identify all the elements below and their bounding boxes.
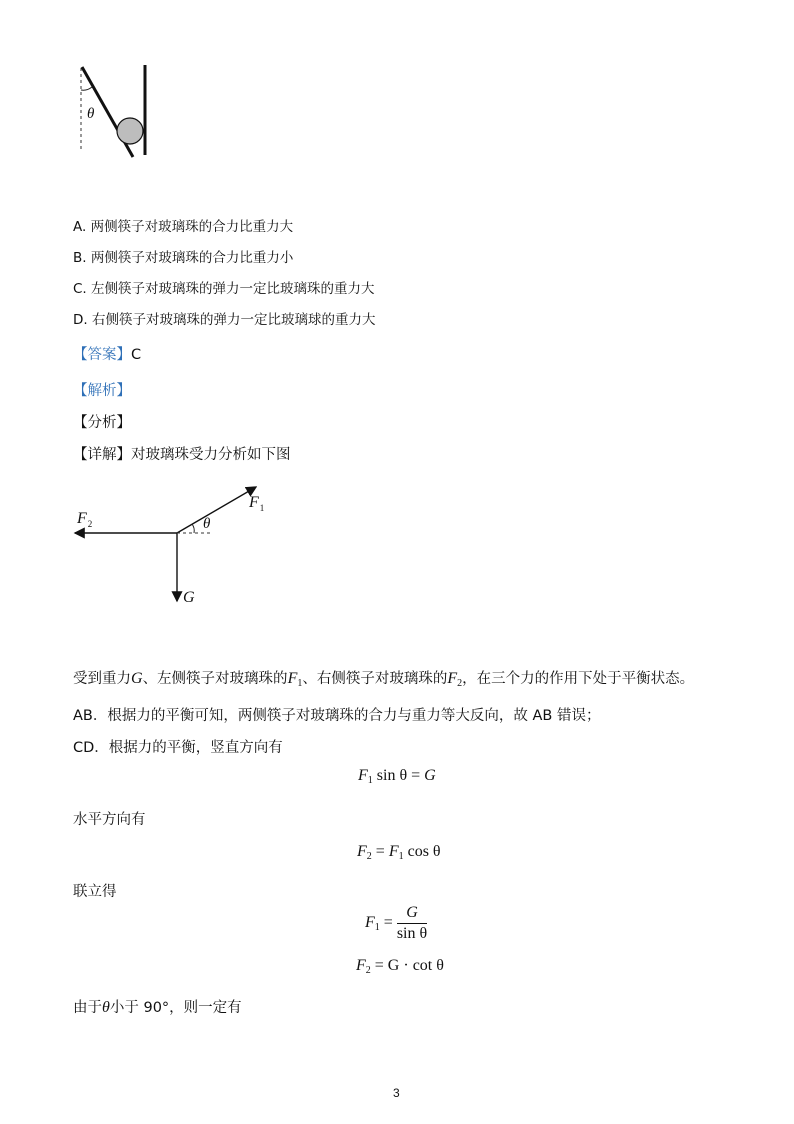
cd-paragraph: CD．根据力的平衡，竖直方向有 [73, 740, 283, 756]
option-c [73, 277, 375, 297]
eq2-f2: F [357, 843, 367, 860]
eq1-rest: sin θ = [372, 767, 425, 784]
detail-label: 【详解】 [73, 447, 131, 463]
force-diagram [70, 480, 280, 610]
horizontal-label: 水平方向有 [73, 812, 146, 828]
para1-text4: ，在三个力的作用下处于平衡状态。 [462, 671, 695, 687]
f2-label [76, 510, 92, 529]
eq2-mid: = [371, 843, 389, 860]
eq3-denominator: sin θ [396, 925, 428, 942]
final-text2: 小于 90°，则一定有 [109, 1000, 242, 1016]
f2-sub: 2 [87, 519, 93, 529]
theta-label: θ [203, 516, 211, 532]
answer-label: 【答案】 [73, 347, 131, 363]
option-d-letter: D. [73, 312, 88, 328]
para1-text1: 受到重力 [73, 671, 131, 687]
angle-theta-label: θ [87, 106, 95, 122]
eq4-rest: = G · cot θ [370, 957, 444, 974]
answer-line [73, 343, 141, 364]
angle-arc [81, 87, 92, 90]
eq2-f1: F [388, 843, 399, 860]
final-text1: 由于 [73, 1000, 102, 1016]
equation-f1-solution [365, 904, 427, 943]
option-d [73, 308, 375, 328]
equation-f2-solution [356, 957, 444, 976]
eq2-sub1: 1 [398, 851, 404, 862]
eq4-f: F [356, 957, 366, 974]
detail-line [73, 443, 291, 464]
eq3-f: F [365, 914, 375, 932]
option-c-letter: C. [73, 281, 87, 297]
para1-g: G [131, 670, 143, 687]
chopsticks-ball-figure [72, 60, 162, 160]
para1-text2: 、左侧筷子对玻璃珠的 [142, 671, 288, 687]
page-number: 3 [393, 1086, 400, 1100]
final-line [73, 996, 242, 1017]
option-b-letter: B. [73, 250, 87, 266]
eq3-fraction [397, 904, 427, 943]
option-a [73, 215, 293, 235]
fenxi-label: 【分析】 [73, 415, 131, 431]
para1-f2: F [447, 670, 458, 687]
para1-text3: 、右侧筷子对玻璃珠的 [302, 671, 448, 687]
glass-ball [117, 118, 143, 144]
option-d-text: 右侧筷子对玻璃珠的弹力一定比玻璃球的重力大 [91, 312, 376, 328]
f2-letter: F [77, 510, 87, 527]
eq2-rest: cos θ [403, 843, 441, 860]
option-a-letter: A. [73, 219, 87, 235]
option-c-text: 左侧筷子对玻璃珠的弹力一定比玻璃珠的重力大 [91, 281, 375, 297]
eq2-sub2: 2 [366, 851, 372, 862]
para1-f2-sub: 2 [457, 678, 463, 689]
combine-label: 联立得 [73, 884, 117, 900]
para1-f1: F [287, 670, 298, 687]
detail-text: 对玻璃珠受力分析如下图 [131, 447, 291, 463]
force-angle-arc [192, 524, 194, 533]
final-theta: θ [102, 999, 110, 1016]
eq3-numerator: G [397, 904, 427, 924]
option-b [73, 246, 293, 266]
f1-label [248, 494, 264, 513]
eq3-sub: 1 [374, 922, 380, 934]
para1-f1-sub: 1 [297, 678, 303, 689]
eq1-g: G [424, 767, 436, 784]
option-b-text: 两侧筷子对玻璃珠的合力比重力小 [90, 250, 294, 266]
ab-paragraph: AB．根据力的平衡可知，两侧筷子对玻璃珠的合力与重力等大反向，故 AB 错误； [73, 708, 601, 724]
option-a-text: 两侧筷子对玻璃珠的合力比重力大 [90, 219, 294, 235]
equation-horizontal [357, 843, 441, 862]
eq1-f: F [358, 767, 368, 784]
force-description-paragraph [73, 667, 694, 689]
eq4-sub: 2 [365, 965, 371, 976]
eq3-eq: = [379, 914, 397, 932]
eq1-sub: 1 [367, 775, 373, 786]
g-label: G [183, 589, 195, 606]
equation-vertical [358, 767, 436, 786]
force-f1-arrow [177, 487, 256, 533]
analysis-label: 【解析】 [73, 383, 131, 399]
answer-value: C [131, 347, 142, 363]
f1-letter: F [249, 494, 259, 511]
f1-sub: 1 [259, 503, 265, 513]
